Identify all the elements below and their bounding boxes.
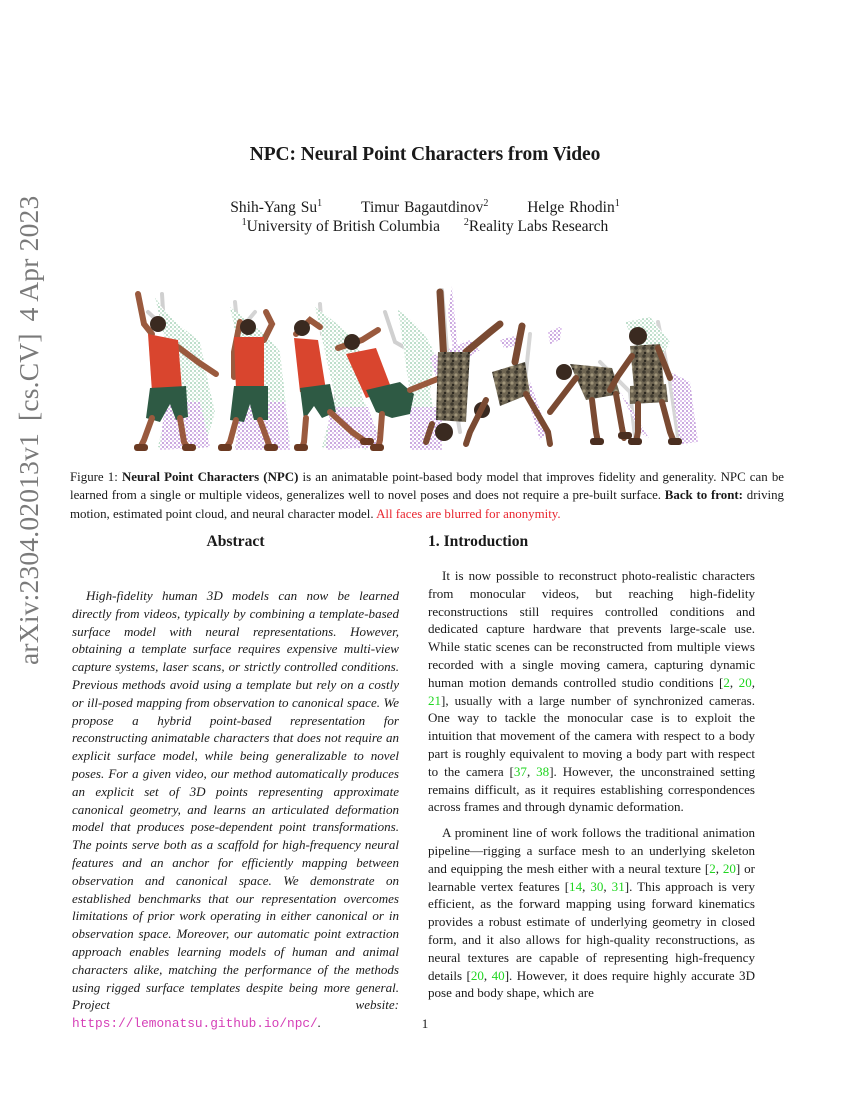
citation-link[interactable]: 21 (428, 692, 442, 708)
figure-text-2: driving motion, estimated point cloud, and neural character model. (70, 488, 784, 521)
author-1: Shih-Yang Su$^1$ (230, 198, 323, 216)
figure-bold-lead: Neural Point Characters (NPC) (121, 470, 299, 484)
affiliation-2: $^2$Reality Labs Research (463, 217, 609, 235)
arxiv-id: arXiv:2304.02013v1 (13, 433, 44, 665)
citation-link[interactable]: 31 (611, 878, 625, 894)
paper-title: NPC: Neural Point Characters from Video (249, 144, 601, 165)
citation-link[interactable]: 20 (722, 860, 736, 876)
intro-paragraph-2: A prominent line of work follows the traditional animation pipeline—rigging a surface mesh to an underlying skeleton and equipping the mesh either with a neural texture [2, 20] or learnable vertex features [14, 30, 31]. This approach is very efficient, as the forward mapping using forward kinematics provides a robust estimate of underlying geometry in closed form, and it also allows for high-quality reconstructions, as neural textures are capable of representing high-frequency details [20, 40]. However, it does require highly accurate 3D pose and body shape, which are (428, 825, 755, 1001)
citation-link[interactable]: 20 (470, 967, 484, 983)
figure-illustration (130, 282, 722, 454)
figure-text-1: is an animatable point-based body model that improves fidelity and generality. NPC can be learned from a single or multiple videos, generalizes well to novel poses and does not require a pre-built surface. (70, 470, 785, 503)
arxiv-stamp (13, 195, 49, 665)
arxiv-category: [cs.CV] (13, 333, 44, 422)
right-column (428, 531, 755, 1002)
intro-paragraph-1: It is now possible to reconstruct photo-realistic characters from monocular videos, but reaching high-fidelity reconstructions still requires controlled conditions and dedicated capture hardware that prevents large-scale use. While static scenes can be reconstructed from multiple views recorded with a single moving camera, capturing dynamic human motion demands controlled studio conditions [2, 20, 21], usually with a large number of synchronized cameras. One way to tackle the monocular case is to exploit the intuition that movement of the camera with respect to a body part is roughly equivalent to moving a body part with respect to the camera [37, 38]. However, the unconstrained setting remains difficult, as it requires establishing correspondences across frames and through dynamic deformation. (428, 568, 755, 815)
left-column (72, 531, 399, 1033)
citation-link[interactable]: 2 (723, 674, 730, 690)
author-2: Timur Bagautdinov$^2$ (361, 198, 489, 216)
figure-caption (70, 468, 784, 523)
citation-link[interactable]: 30 (590, 878, 604, 894)
abstract-heading: Abstract (206, 533, 265, 550)
abstract-trail: . (317, 1015, 322, 1031)
author-3: Helge Rhodin$^1$ (527, 198, 620, 216)
introduction-heading: 1. Introduction (428, 533, 529, 550)
author-list (0, 199, 850, 217)
affiliation-list (0, 218, 850, 236)
citation-link[interactable]: 20 (738, 674, 752, 690)
citation-link[interactable]: 40 (491, 967, 505, 983)
citation-link[interactable]: 14 (569, 878, 583, 894)
citation-link[interactable]: 37 (513, 763, 527, 779)
project-website-link[interactable]: https://lemonatsu.github.io/npc/ (72, 1016, 318, 1032)
citation-link[interactable]: 2 (709, 860, 716, 876)
teaser-figure (130, 282, 722, 454)
right-sequence (426, 286, 698, 445)
arxiv-date: 4 Apr 2023 (13, 195, 44, 322)
page-number: 1 (421, 1016, 429, 1031)
citation-link[interactable]: 38 (536, 763, 550, 779)
abstract-text: High-fidelity human 3D models can now be learned directly from videos, typically by combining a template-based surface model with neural representations. However, obtaining a template surface requires expensive multi-view capture systems, laser scans, or strictly controlled conditions. Previous methods avoid using a template but rely on a costly or ill-posed mapping from observation to canonical space. We propose a hybrid point-based representation for reconstructing animatable characters that does not require an explicit surface model, while being generalizable to novel poses. For a given video, our method automatically produces an explicit set of 3D points representing approximate canonical geometry, and learns an articulated deformation model that produces pose-dependent point transformations. The points serve both as a scaffold for high-frequency neural features and an anchor for efficiently mapping between observation and canonical space. We demonstrate on established benchmarks that our representation overcomes limitations of prior work operating in either canonical or in observation space. Moreover, our automatic point extraction approach enables learning models of human and animal characters alike, matching the performance of the methods using rigged surface templates despite being more general. Project website: (72, 588, 399, 1013)
anonymity-note: All faces are blurred for anonymity. (376, 506, 561, 521)
abstract-body (72, 587, 399, 1033)
figure-label: Figure 1: (70, 470, 118, 484)
affiliation-1: $^1$University of British Columbia (241, 217, 440, 235)
figure-bold-2: Back to front: (664, 488, 743, 503)
